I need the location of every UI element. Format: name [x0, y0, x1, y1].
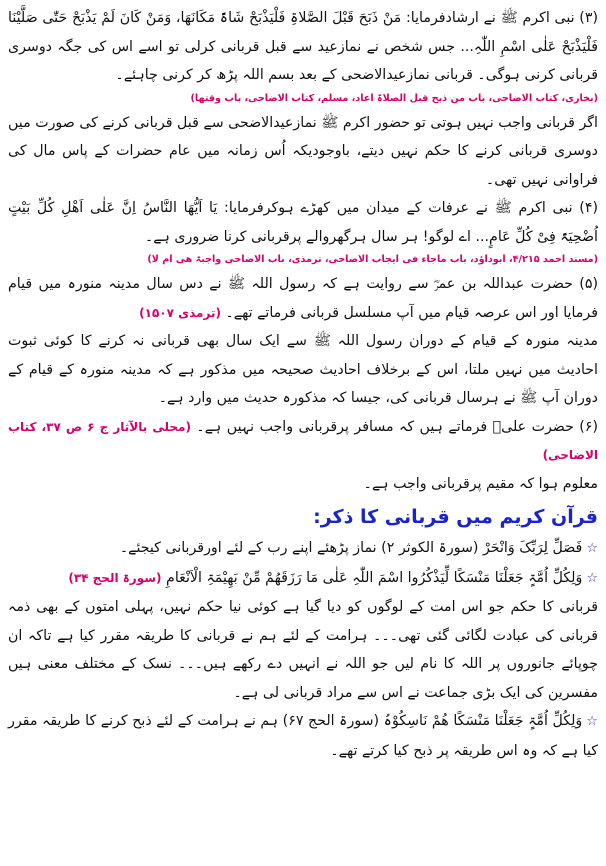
star-icon: ☆: [586, 714, 598, 729]
paragraph-text: وَلِکُلِّ اُمَّۃٍ جَعَلْنَا مَنْسَکًا لِّیَذْکُرُوا اسْمَ اللّٰہِ عَلٰی مَا رَزَقَھُمْ مِّنْ بَھِیْمَۃِ الْاَنْعَامِ: [166, 569, 583, 586]
paragraph-text: (۶) حضرت علیؓ فرماتے ہیں کہ مسافر پرقربانی واجب نہیں ہے۔: [196, 418, 598, 435]
verse-hajj-34-paragraph: [8, 564, 598, 594]
paragraph-text: معلوم ہوا کہ مقیم پرقربانی واجب ہے۔: [363, 475, 598, 492]
hadith-3-paragraph: [8, 4, 598, 90]
inline-reference: (محلی بالآثار ج ۶ ص ۳۷، کتاب الاضاحی): [8, 419, 598, 462]
inline-reference: (ترمذی ۱۵۰۷): [139, 305, 221, 320]
sacrifice-obligation-paragraph: [8, 109, 598, 195]
reference-bukhari-muslim: (بخاری، کتاب الاضاحی، باب من ذبح قبل الصلاۃ اعاد، مسلم، کتاب الاضاحی، باب وقتھا): [190, 92, 598, 104]
paragraph-text: (۵) حضرت عبداللہ بن عمرؓ سے روایت ہے کہ رسول اللہ ﷺ نے دس سال مدینہ منورہ میں قیام فرمایا اور اس عرصہ قیام میں آپ مسلسل قربانی فرماتے تھے۔: [8, 276, 598, 321]
paragraph-text: مدینہ منورہ کے قیام کے دوران رسول اللہ ﷺ سے ایک سال بھی قربانی نہ کرنے کا کوئی ثبوت احادیث میں نہیں ملتا، اس کے برخلاف احادیث صحیحہ میں مذکور ہے کہ مدینہ منورہ کے قیام کے دوران آپ ﷺ نے ہرسال قربانی کی، جیسا کہ مذکورہ حدیث میں وارد ہے۔: [8, 333, 598, 406]
paragraph-text: اگر قربانی واجب نہیں ہوتی تو حضور اکرم ﷺ نمازعیدالاضحی سے قبل قربانی کرنے کی صورت میں دوسری قربانی کرنے کا حکم نہیں دیتے، باوجودیکہ اُس زمانہ میں عام حضرات کے پاس مال کی فراوانی نہیں تھی۔: [8, 114, 598, 188]
madina-stay-paragraph: [8, 327, 598, 413]
resident-obligation-paragraph: [8, 470, 598, 499]
sacrifice-ordinance-paragraph: [8, 593, 598, 707]
inline-reference: (سورۃ الحج ۳۴): [68, 570, 162, 585]
hadith-4-paragraph: [8, 194, 598, 251]
hadith-5-paragraph: [8, 270, 598, 327]
hadith-6-paragraph: [8, 413, 598, 470]
paragraph-text: وَلِکُلِّ اُمَّۃٍ جَعَلْنَا مَنْسَکًا ھُمْ نَاسِکُوْہُ (سورۃ الحج ۶۷) ہم نے ہرامت کے لئے ذبح کرنے کا طریقہ مقرر کیا ہے کہ وہ اس طریقہ پر ذبح کیا کرتے تھے۔: [8, 713, 598, 759]
verse-kawthar-paragraph: [8, 534, 598, 564]
paragraph-text: قربانی کا حکم جو اس امت کے لوگوں کو دیا گیا ہے کوئی نیا حکم نہیں، پہلی امتوں کے بھی ذمہ قربانی کی عبادت لگائی گئی تھی۔۔۔ ہرامت کے لئے ہم نے قربانی کا طریقہ مقرر کیا ہے تاکہ ان چوپائے جانوروں پر اللہ کا نام لیں جو اللہ نے انہیں دے رکھے ہیں۔۔۔ نسک کے مختلف معنی ہیں مفسرین کی ایک بڑی جماعت نے اس سے مراد قربانی لی ہے۔: [8, 599, 598, 701]
reference-musnad-ahmad: (مسند احمد ۴/۲۱۵، ابوداؤد، باب ماجاء فی ایجاب الاضاحی، ترمذی، باب الاضاحی واجبۃ ھی ام لا): [147, 254, 598, 265]
star-icon: ☆: [586, 541, 598, 556]
quran-heading: قرآن کریم میں قربانی کا ذکر:: [313, 506, 598, 528]
paragraph-text: (۴) نبی اکرم ﷺ نے عرفات کے میدان میں کھڑے ہوکرفرمایا: یَا اَیُّھَا النَّاسُ اِنَّ عَلٰی اَھْلِ کُلِّ بَیْتٍ اُضْحِیَۃً فِیْ کُلِّ عَامٍ... اے لوگو! ہر سال ہرگھروالے پرقربانی کرنا ضروری ہے۔: [8, 200, 598, 245]
paragraph-text: (۳) نبی اکرم ﷺ نے ارشادفرمایا: مَنْ ذَبَحَ قَبْلَ الصَّلاۃِ فَلْیَذْبَحْ شَاۃً مَکَانَھَا، وَمَنْ کَانَ لَمْ یَذْبَحْ حَتّٰی صَلَّیْنَا فَلْیَذْبَحْ عَلٰی اسْمِ اللّٰہِ... جس شخص نے نمازعید سے قبل قربانی کرلی تو اسے اس کی جگہ دوسری قربانی کرنی ہوگی۔ قربانی نمازعیدالاضحی کے بعد بسم اللہ پڑھ کر کرنی چاہئے۔: [8, 10, 598, 83]
verse-hajj-67-paragraph: [8, 707, 598, 765]
paragraph-text: فَصَلِّ لِرَبِّکَ وَانْحَرْ (سورۃ الکوثر ۲) نماز پڑھئے اپنے رب کے لئے اورقربانی کیجئے۔: [119, 540, 583, 556]
star-icon: ☆: [586, 570, 598, 586]
